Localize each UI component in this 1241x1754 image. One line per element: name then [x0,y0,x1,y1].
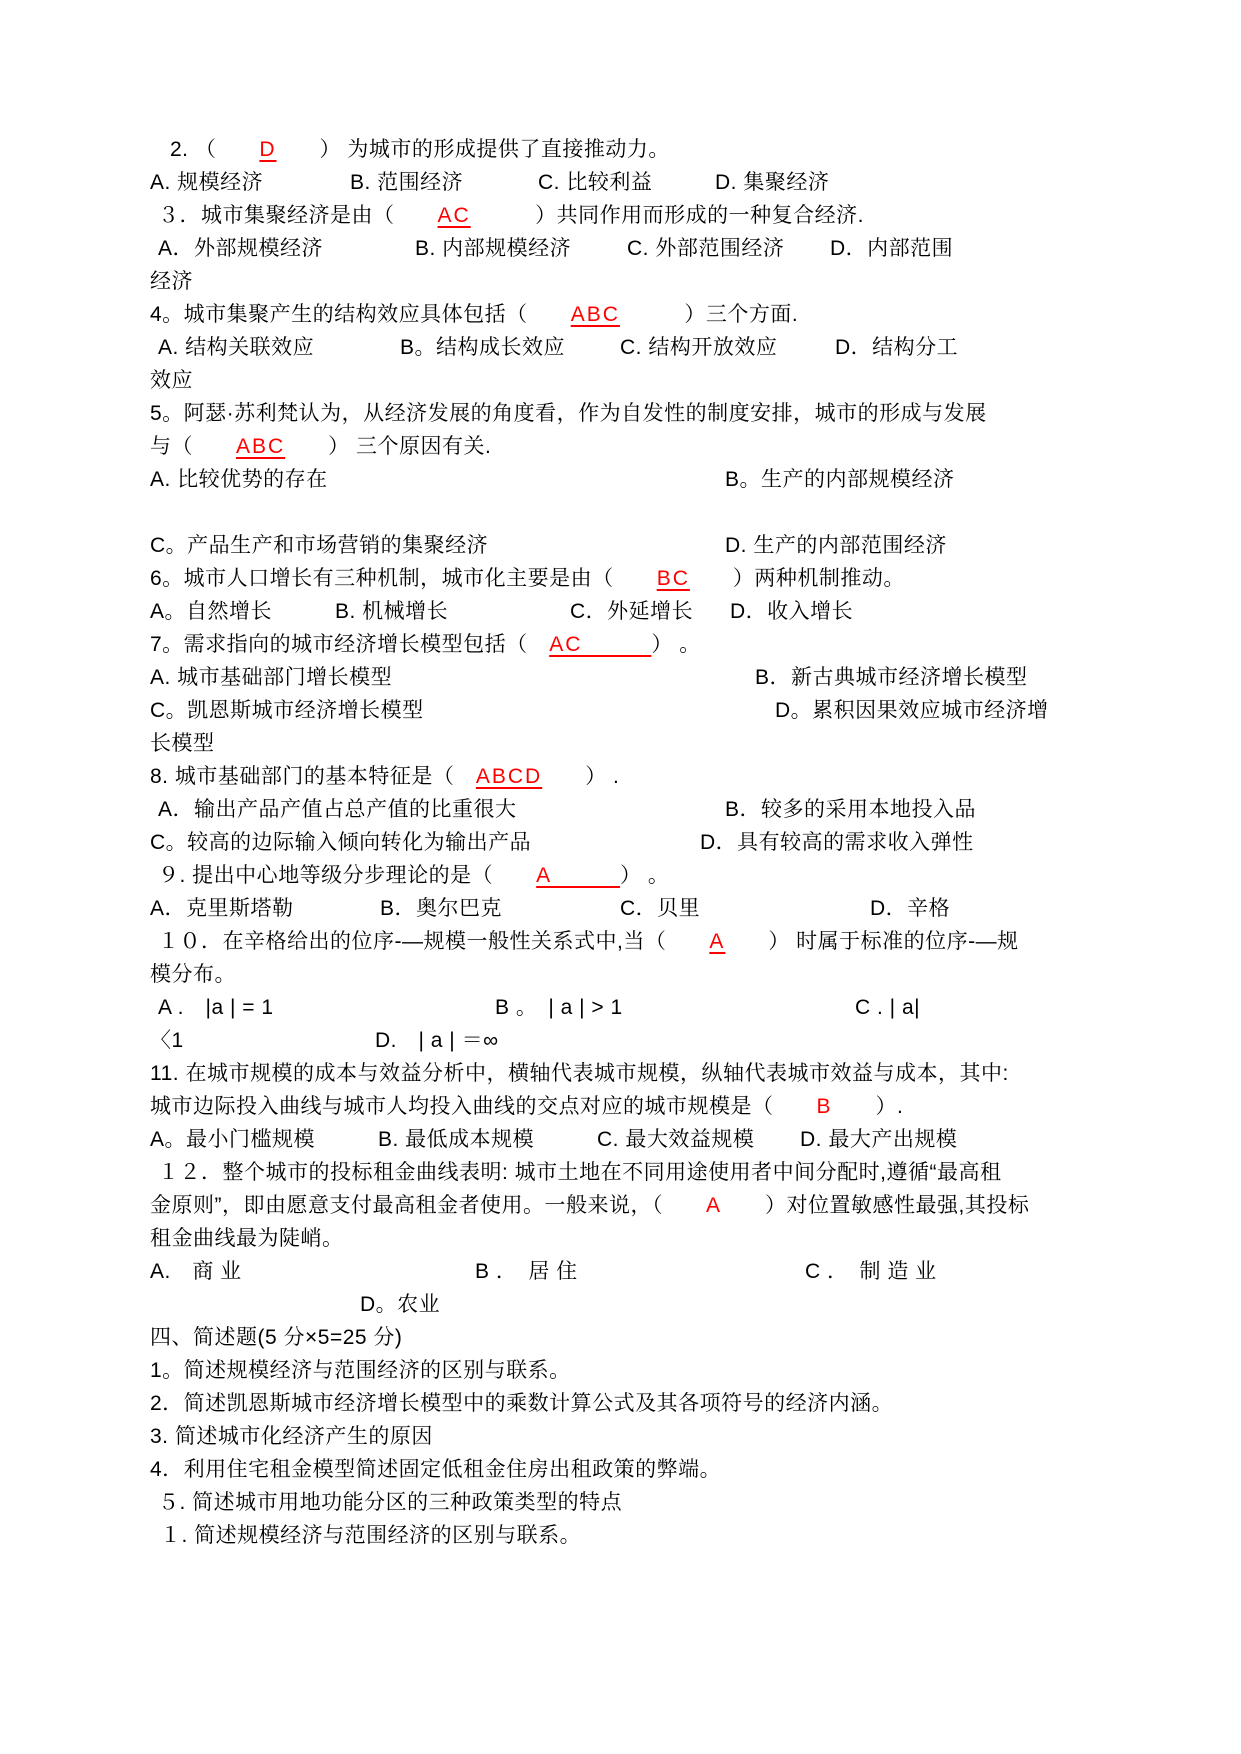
answer-text: A [709,930,726,953]
text-line [150,826,1131,859]
text-segment: C. 最大效益规模 [597,1128,755,1151]
answer-text: BC [656,567,690,590]
text-segment: ）. [832,1095,904,1118]
text-line [150,628,1131,661]
text-line [150,793,1131,826]
text-line [150,199,1131,232]
text-line [150,1420,1131,1453]
text-segment: D. 集聚经济 [715,171,830,194]
text-line [150,1354,1131,1387]
text-line [150,892,1131,925]
text-line [150,1156,1131,1189]
text-segment: D。累积因果效应城市经济增 [775,699,1049,722]
text-segment: B. 内部规模经济 [415,237,572,260]
answer-text: A [706,1194,723,1217]
text-segment: 4。城市集聚产生的结构效应具体包括（ [150,303,571,326]
text-segment: 5。阿瑟·苏利梵认为，从经济发展的角度看，作为自发性的制度安排，城市的形成与发展 [150,402,987,425]
text-line [150,859,1131,892]
text-segment: B。生产的内部规模经济 [725,468,955,491]
text-segment: 4．利用住宅租金模型简述固定低租金住房出租政策的弊端。 [150,1458,722,1481]
text-segment: C. 比较利益 [538,171,653,194]
text-segment: ） . [542,765,620,788]
text-segment: ３．城市集聚经济是由（ [158,204,438,227]
text-segment: １. 简述规模经济与范围经济的区别与联系。 [160,1524,582,1547]
text-line [150,595,1131,628]
text-line [150,958,1131,991]
text-segment: A. 结构关联效应 [158,336,315,359]
text-segment: A。自然增长 [150,600,273,623]
text-segment: １２．整个城市的投标租金曲线表明: 城市土地在不同用途使用者中间分配时,遵循“最高租 [158,1161,1002,1184]
answer-text: ABCD [475,765,543,788]
text-line [150,1321,1131,1354]
text-segment: A．输出产品产值占总产值的比重很大 [158,798,517,821]
text-segment: B. 范围经济 [350,171,464,194]
text-line [150,991,1131,1024]
text-line [150,133,1131,166]
text-line [150,562,1131,595]
answer-text: ABC [236,435,286,458]
text-segment: B ． 居 住 [475,1260,578,1283]
blank-line [150,496,1131,529]
text-segment: C。凯恩斯城市经济增长模型 [150,699,424,722]
text-segment: ）共同作用而形成的一种复合经济. [470,204,865,227]
text-segment: B. 最低成本规模 [378,1128,535,1151]
text-line [150,694,1131,727]
text-line [150,661,1131,694]
text-segment: D。农业 [360,1293,441,1316]
text-segment: A. 比较优势的存在 [150,468,328,491]
text-segment: ）两种机制推动。 [689,567,905,590]
text-line [150,1486,1131,1519]
text-segment: C。产品生产和市场营销的集聚经济 [150,534,489,557]
text-line [150,331,1131,364]
answer-text: B [816,1095,833,1118]
text-segment: A. 商 业 [150,1260,242,1283]
text-segment: ） 三个原因有关. [285,435,492,458]
text-segment: A. 城市基础部门增长模型 [150,666,393,689]
text-segment: ５. 简述城市用地功能分区的三种政策类型的特点 [158,1491,623,1514]
text-line [150,397,1131,430]
text-line [150,1255,1131,1288]
text-segment: D．辛格 [870,897,951,920]
text-segment: 〈1 [150,1029,184,1052]
text-segment: C. 外部范围经济 [627,237,785,260]
text-line [150,463,1131,496]
text-segment: A . |a | = 1 [158,996,274,1019]
text-segment: 与（ [150,435,236,458]
text-line [150,727,1131,760]
text-segment: ）三个方面. [619,303,799,326]
text-segment: 效应 [150,369,193,392]
text-segment: D．结构分工 [835,336,959,359]
text-line [150,1453,1131,1486]
text-segment: A．外部规模经济 [158,237,324,260]
answer-text: A [536,864,621,887]
text-line [150,1090,1131,1123]
text-segment: 11. 在城市规模的成本与效益分析中，横轴代表城市规模，纵轴代表城市效益与成本，其中: [150,1062,1009,1085]
text-segment: C ． 制 造 业 [805,1260,937,1283]
text-segment: D．内部范围 [830,237,954,260]
text-segment: D. 生产的内部范围经济 [725,534,947,557]
text-segment: D．具有较高的需求收入弹性 [700,831,974,854]
text-segment: B. 机械增长 [335,600,449,623]
text-segment: B．较多的采用本地投入品 [725,798,977,821]
text-line [150,1519,1131,1552]
text-segment: ） 。 [620,864,670,887]
text-segment: 3. 简述城市化经济产生的原因 [150,1425,433,1448]
text-segment: 7。需求指向的城市经济增长模型包括（ [150,633,550,656]
text-segment: 租金曲线最为陡峭。 [150,1227,344,1250]
text-line [150,1123,1131,1156]
text-segment: D. | a | ＝∞ [375,1029,499,1052]
text-segment: A．克里斯塔勒 [150,897,294,920]
text-segment: 1。简述规模经济与范围经济的区别与联系。 [150,1359,571,1382]
text-line [150,1057,1131,1090]
text-segment: 长模型 [150,732,215,755]
answer-text: ABC [570,303,620,326]
text-line [150,760,1131,793]
text-line [150,1024,1131,1057]
text-segment: A. 规模经济 [150,171,264,194]
text-line [150,298,1131,331]
document-lines [150,133,1131,1552]
text-segment: 金原则”，即由愿意支付最高租金者使用。一般来说，（ [150,1194,706,1217]
text-segment: B。结构成长效应 [400,336,566,359]
text-segment: A。最小门槛规模 [150,1128,316,1151]
text-segment: B．新古典城市经济增长模型 [755,666,1028,689]
text-line [150,529,1131,562]
text-line [150,430,1131,463]
text-line [150,925,1131,958]
text-segment: ） 。 [651,633,701,656]
text-segment: ９. 提出中心地等级分步理论的是（ [158,864,537,887]
text-line [150,1387,1131,1420]
answer-text: AC [437,204,471,227]
text-segment: ）对位置敏感性最强,其投标 [722,1194,1030,1217]
text-segment: 2. （ [170,138,260,161]
text-segment: 6。城市人口增长有三种机制，城市化主要是由（ [150,567,657,590]
text-segment: １０．在辛格给出的位序-—规模一般性关系式中,当（ [158,930,710,953]
text-segment: 8. 城市基础部门的基本特征是（ [150,765,476,788]
text-segment: 模分布。 [150,963,236,986]
text-line [150,1288,1131,1321]
text-segment: C．外延增长 [570,600,694,623]
text-segment: C．贝里 [620,897,701,920]
text-line [150,364,1131,397]
answer-text: D [259,138,277,161]
text-segment: C . | a| [855,996,921,1019]
text-segment: 经济 [150,270,193,293]
text-segment: ） 为城市的形成提供了直接推动力。 [276,138,670,161]
text-segment: C. 结构开放效应 [620,336,778,359]
text-segment: 四、简述题(5 分×5=25 分) [150,1326,403,1349]
text-segment: C。较高的边际输入倾向转化为输出产品 [150,831,532,854]
text-line [150,265,1131,298]
text-line [150,1222,1131,1255]
text-segment: D. 最大产出规模 [800,1128,958,1151]
text-line [150,166,1131,199]
text-segment: ） 时属于标准的位序-—规 [725,930,1019,953]
text-line [150,232,1131,265]
answer-text: AC [549,633,652,656]
text-segment: B 。 | a | > 1 [495,996,623,1019]
text-segment: 2．简述凯恩斯城市经济增长模型中的乘数计算公式及其各项符号的经济内涵。 [150,1392,894,1415]
text-segment: D．收入增长 [730,600,854,623]
text-segment: B．奥尔巴克 [380,897,503,920]
text-segment: 城市边际投入曲线与城市人均投入曲线的交点对应的城市规模是（ [150,1095,817,1118]
text-line [150,1189,1131,1222]
